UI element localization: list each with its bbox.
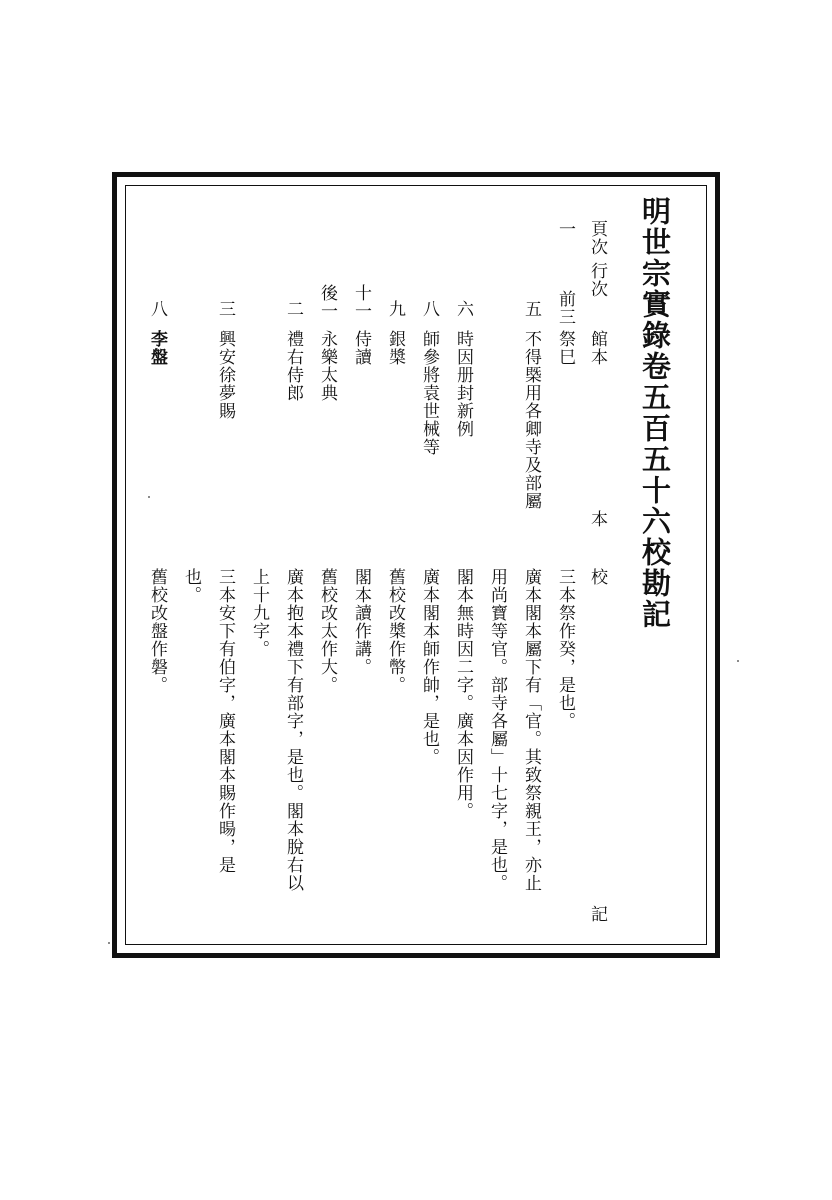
page-border [112,172,720,958]
row-edition: 興安徐夢賜 [215,330,235,420]
row-page: 二 [283,300,303,318]
row-edition: 師參將袁世械等 [419,330,439,456]
row-edition: 銀槳 [385,330,405,366]
row-page: 八 [419,300,439,318]
row-collation: 廣本閣本屬下有「官。其致祭親王，亦止 [521,568,541,892]
page-title: 明世宗實錄卷五百五十六校勘記 [638,196,672,630]
row-collation: 廣本閣本師作帥，是也。 [419,568,439,766]
row-collation: 閣本讀作講。 [351,568,371,676]
row-collation-continued: 也。 [181,568,201,604]
row-page: 三 [215,300,235,318]
row-edition: 祭巳 [555,330,575,366]
row-edition: 李盤 [147,330,167,366]
row-page: 後一 [317,284,337,320]
row-edition: 時因册封新例 [453,330,473,438]
row-edition: 侍讀 [351,330,371,366]
row-collation-continued: 上十九字。 [249,568,269,658]
row-edition: 不得槩用各卿寺及部屬 [521,330,541,510]
row-collation: 閣本無時因二字。廣本因作用。 [453,568,473,820]
header-line: 行次 [587,262,607,298]
row-collation: 舊校改盤作磐。 [147,568,167,694]
row-page: 十一 [351,284,371,320]
header-page: 頁次 [587,220,607,256]
row-collation-continued: 用尚寶等官。部寺各屬」十七字，是也。 [487,568,507,892]
row-edition: 永樂太典 [317,330,337,402]
row-line: 五 [521,300,541,318]
header-note: 記 [587,905,607,923]
row-edition: 禮右侍郎 [283,330,303,402]
header-ben: 本 [587,510,607,528]
row-collation: 舊校改太作大。 [317,568,337,694]
scan-speck [108,942,110,944]
row-collation: 舊校改槳作幣。 [385,568,405,694]
header-edition: 館本 [587,330,607,366]
scan-speck [737,660,739,662]
row-line: 前三 [555,290,575,326]
row-page: 八 [147,300,167,318]
header-collation: 校 [587,568,607,586]
row-collation: 三本安下有伯字，廣本閣本賜作暘，是 [215,568,235,874]
row-collation: 廣本抱本禮下有部字，是也。閣本脫右以 [283,568,303,892]
scan-speck [148,496,150,498]
row-page: 六 [453,300,473,318]
page-border-inner [125,185,707,945]
row-page: 一 [555,220,575,238]
row-page: 九 [385,300,405,318]
row-collation: 三本祭作癸，是也。 [555,568,575,730]
